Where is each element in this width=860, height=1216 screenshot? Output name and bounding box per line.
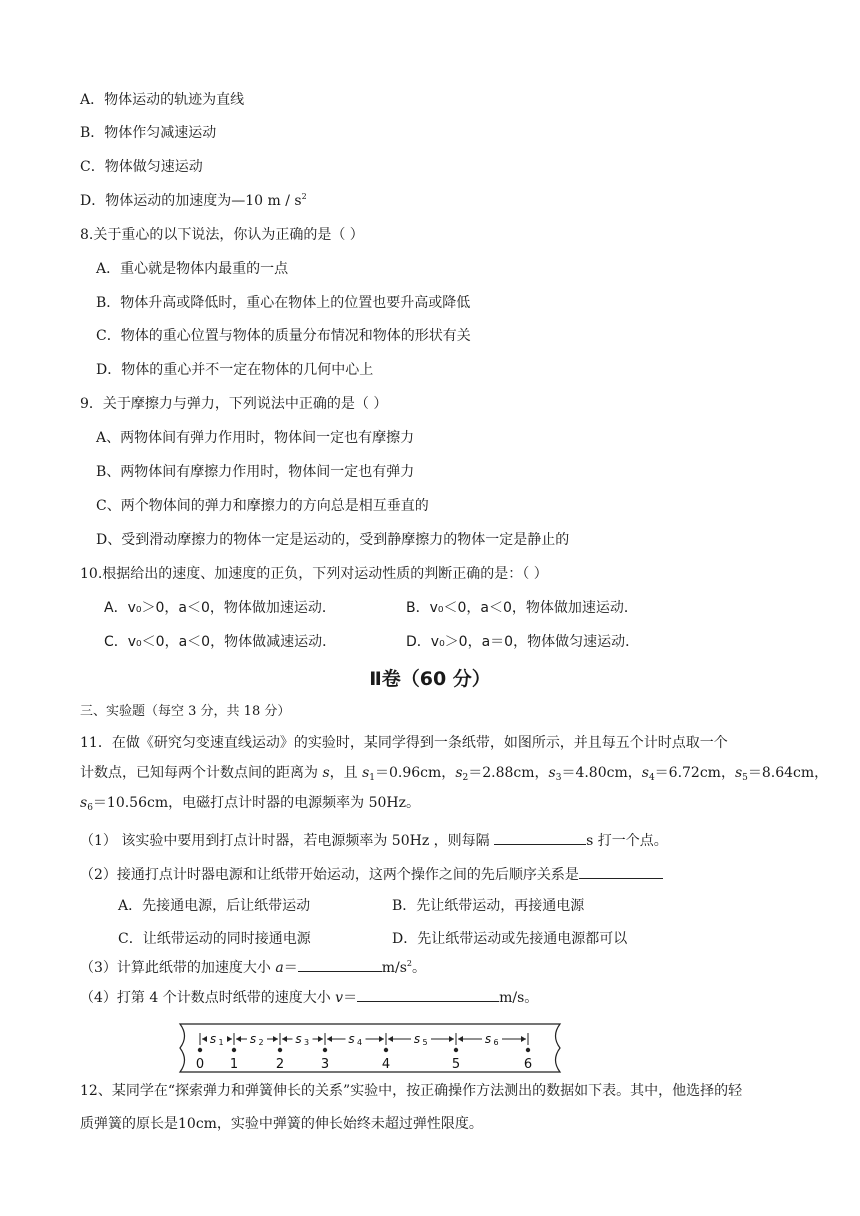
- q10-option-c: C．v₀＜0，a＜0，物体做减速运动．: [104, 634, 337, 650]
- q11-part3-exponent: 2: [406, 959, 412, 968]
- paper-tape-diagram: [172, 1020, 564, 1076]
- tape-segment-sub-4: 4: [356, 1038, 363, 1047]
- q11-part4-var: v: [335, 990, 344, 1006]
- q10-option-b: B．v₀＜0，a＜0，物体做加速运动．: [406, 600, 638, 616]
- q11-part1: [80, 830, 668, 850]
- q11-part2-answer-blank[interactable]: [579, 864, 663, 879]
- q11-s2-sub: 2: [462, 773, 469, 783]
- q9-stem: 9．关于摩擦力与弹力，下列说法中正确的是（ ）: [80, 396, 388, 412]
- q11-part1-answer-blank[interactable]: [494, 830, 586, 845]
- q11-part4-unit: m/s。: [499, 990, 539, 1006]
- q11-s2-value: ＝2.88cm，: [468, 765, 549, 781]
- tape-segment-label-3: s: [295, 1032, 302, 1046]
- q11-s3-value: ＝4.80cm，: [561, 765, 642, 781]
- tape-segment-label-5: s: [413, 1032, 421, 1046]
- q10-option-d: D．v₀＞0，a＝0，物体做匀速运动．: [406, 634, 640, 650]
- tape-segment-sub-5: 5: [422, 1038, 428, 1047]
- q8-stem: 8.关于重心的以下说法，你认为正确的是（ ）: [80, 227, 364, 243]
- tape-point-0: [198, 1048, 202, 1052]
- q12-line1: 12、某同学在“探索弹力和弹簧伸长的关系”实验中，按正确操作方法测出的数据如下表。其中，他选择的轻: [80, 1083, 743, 1099]
- tape-segment-sub-2: 2: [258, 1038, 264, 1047]
- q9-option-a: A、两物体间有弹力作用时，物体间一定也有摩擦力: [96, 430, 415, 446]
- q11-s5-sub: 5: [742, 773, 748, 783]
- q8-option-d: D．物体的重心并不一定在物体的几何中心上: [96, 362, 374, 378]
- q11-part4-text: （4）打第 4 个计数点时纸带的速度大小: [80, 990, 336, 1006]
- q11-part3-var: a: [275, 960, 284, 976]
- tape-segment-sub-6: 6: [493, 1038, 499, 1047]
- q11-s3-sub: 3: [555, 773, 562, 783]
- q11-s3-letter: s: [548, 765, 556, 781]
- q11-s6-letter: s: [80, 795, 88, 811]
- tape-point-label-6: 6: [523, 1057, 533, 1072]
- tape-point-label-1: 1: [229, 1057, 239, 1072]
- q7-option-d-exponent: 2: [301, 192, 307, 201]
- tape-point-3: [323, 1048, 327, 1052]
- q7-option-d: [80, 192, 307, 210]
- q11-s6-value: ＝10.56cm，电磁打点计时器的电源频率为 50Hz。: [92, 795, 420, 811]
- tape-point-label-0: 0: [195, 1057, 205, 1072]
- tape-point-label-4: 4: [381, 1057, 391, 1072]
- q11-part2-option-d: D．先让纸带运动或先接通电源都可以: [392, 931, 628, 947]
- q11-line1: 11．在做《研究匀变速直线运动》的实验时，某同学得到一条纸带，如图所示，并且每五个计时点取一个: [80, 735, 728, 751]
- q11-part3: [80, 957, 426, 977]
- q11-s1-sub: 1: [369, 773, 376, 783]
- q11-part3-end: 。: [412, 960, 426, 976]
- q11-line2: [80, 764, 828, 782]
- q8-option-b: B．物体升高或降低时，重心在物体上的位置也要升高或降低: [96, 295, 471, 311]
- q9-option-b: B、两物体间有摩擦力作用时，物体间一定也有弹力: [96, 464, 415, 480]
- q11-line2-b: ，且: [329, 765, 363, 781]
- q10-option-a: A．v₀＞0，a＜0，物体做加速运动．: [104, 600, 336, 616]
- tape-point-5: [454, 1048, 458, 1052]
- q7-option-b: B．物体作匀减速运动: [80, 125, 217, 141]
- q11-s4-value: ＝6.72cm，: [654, 765, 735, 781]
- q11-s5-value: ＝8.64cm，: [747, 765, 829, 781]
- q11-part4-answer-blank[interactable]: [357, 987, 499, 1002]
- q11-part2-option-c: C．让纸带运动的同时接通电源: [118, 931, 311, 947]
- tape-point-4: [384, 1048, 388, 1052]
- q9-option-c: C、两个物体间的弹力和摩擦力的方向总是相互垂直的: [96, 498, 429, 514]
- q11-part1-text: （1） 该实验中要用到打点计时器，若电源频率为 50Hz ，则每隔: [80, 833, 495, 849]
- q11-s6-sub: 6: [87, 803, 93, 813]
- tape-point-label-3: 3: [320, 1057, 330, 1072]
- q12-line2: 质弹簧的原长是10cm，实验中弹簧的伸长始终未超过弹性限度。: [80, 1116, 483, 1132]
- section3-heading: 三、实验题（每空 3 分，共 18 分）: [80, 704, 291, 719]
- tape-point-label-5: 5: [451, 1057, 461, 1072]
- q11-part3-eq: ＝: [283, 960, 298, 976]
- q11-s2-letter: s: [455, 765, 463, 781]
- q8-option-c: C．物体的重心位置与物体的质量分布情况和物体的形状有关: [96, 328, 471, 344]
- q11-part4-eq: ＝: [343, 990, 358, 1006]
- q11-part3-answer-blank[interactable]: [298, 957, 382, 972]
- q11-part2: [80, 864, 663, 884]
- tape-segment-label-1: s: [209, 1032, 217, 1046]
- q11-part3-unit: m/s: [381, 960, 407, 976]
- q11-part3-text: （3）计算此纸带的加速度大小: [80, 960, 276, 976]
- q11-s4-sub: 4: [648, 773, 655, 783]
- q10-stem: 10.根据给出的速度、加速度的正负，下列对运动性质的判断正确的是：（ ）: [80, 566, 548, 582]
- tape-segment-label-4: s: [348, 1032, 355, 1046]
- tape-segment-sub-1: 1: [218, 1038, 224, 1047]
- q11-part2-text: （2）接通打点计时器电源和让纸带开始运动，这两个操作之间的先后顺序关系是: [80, 867, 579, 883]
- tape-point-1: [232, 1048, 236, 1052]
- q11-line3: [80, 794, 420, 812]
- q11-s1-value: ＝0.96cm，: [375, 765, 456, 781]
- q11-part1-unit: s 打一个点。: [586, 833, 668, 849]
- q11-s5-letter: s: [734, 765, 743, 781]
- tape-segment-label-6: s: [484, 1032, 492, 1046]
- tape-point-6: [526, 1048, 530, 1052]
- tape-point-2: [278, 1048, 282, 1052]
- q8-option-a: A．重心就是物体内最重的一点: [96, 261, 289, 277]
- tape-segment-sub-3: 3: [303, 1038, 310, 1047]
- q11-s1-letter: s: [362, 765, 370, 781]
- q11-var-s: s: [322, 765, 330, 781]
- q7-option-c: C．物体做匀速运动: [80, 159, 203, 175]
- q11-s4-letter: s: [641, 765, 649, 781]
- q7-option-d-text: D．物体运动的加速度为—10 m / s: [80, 193, 302, 209]
- tape-segment-label-2: s: [249, 1032, 257, 1046]
- part2-title: Ⅱ卷（60 分）: [369, 668, 491, 690]
- q11-part2-option-a: A．先接通电源，后让纸带运动: [118, 898, 311, 914]
- q11-part4: [80, 987, 538, 1007]
- tape-point-label-2: 2: [275, 1057, 285, 1072]
- q7-option-a: A．物体运动的轨迹为直线: [80, 92, 245, 108]
- q11-part2-option-b: B．先让纸带运动，再接通电源: [392, 898, 585, 914]
- q9-option-d: D、受到滑动摩擦力的物体一定是运动的，受到静摩擦力的物体一定是静止的: [96, 532, 570, 548]
- q11-line2-a: 计数点，已知每两个计数点间的距离为: [80, 765, 323, 781]
